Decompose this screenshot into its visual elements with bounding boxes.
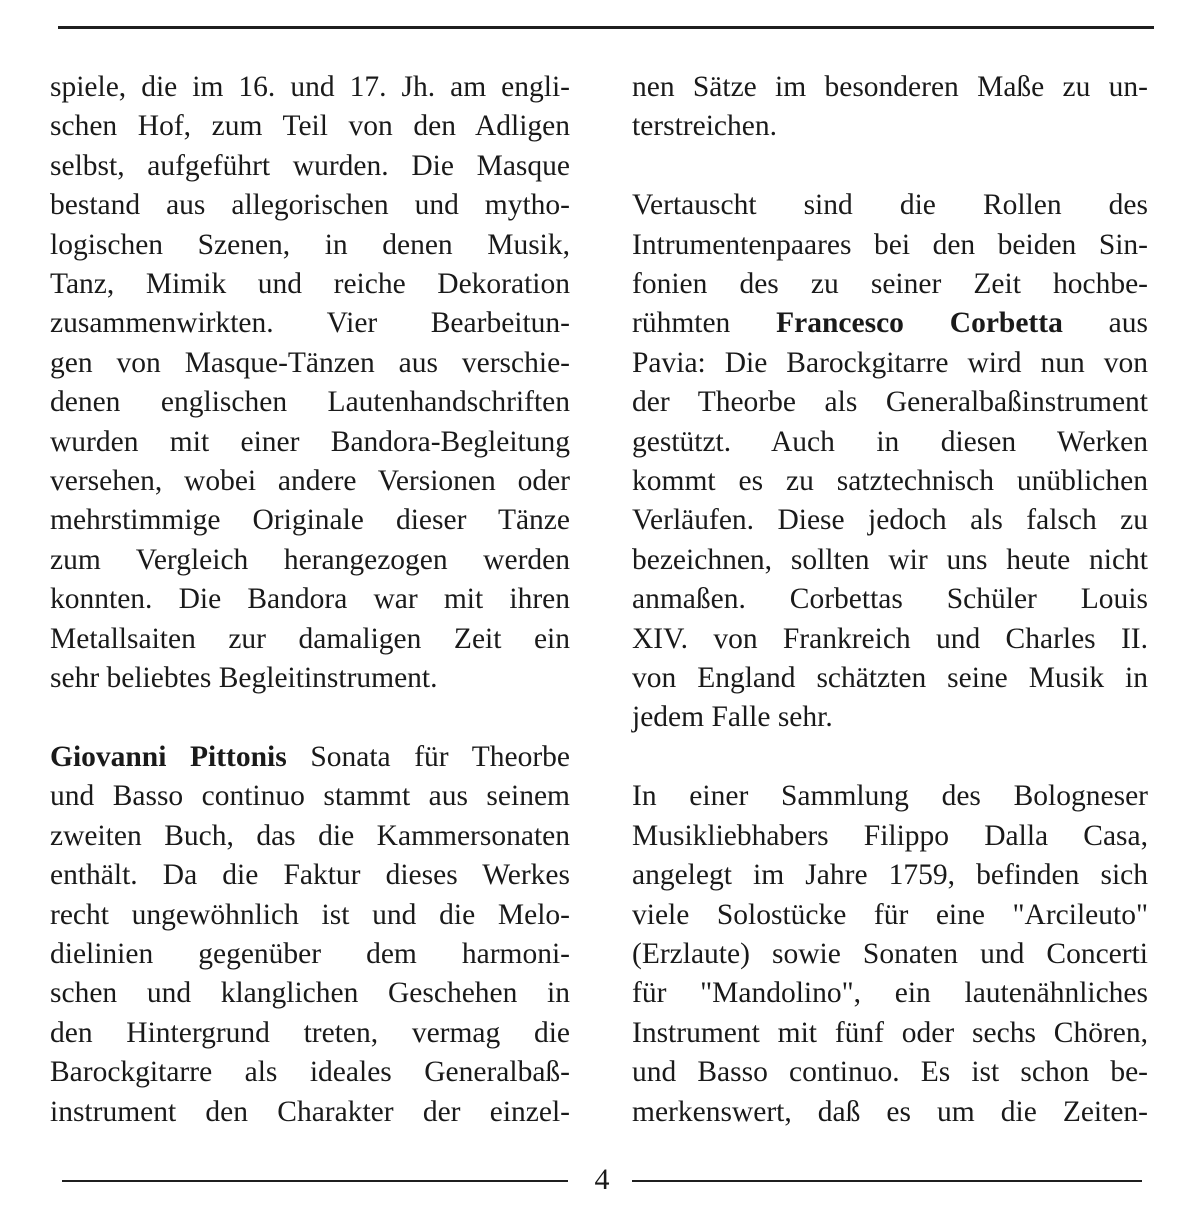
paragraph-corbetta — [632, 186, 1148, 738]
page-footer — [0, 1160, 1198, 1200]
text-line: Intrumentenpaares bei den beiden Sin- — [632, 228, 1148, 261]
text-line: Metallsaiten zur damaligen Zeit ein — [50, 622, 570, 655]
text-line: In einer Sammlung des Bologneser — [632, 780, 1148, 813]
text-line: terstreichen. — [632, 110, 777, 143]
text-line: Vertauscht sind die Rollen des — [632, 189, 1148, 222]
text-line: Tanz, Mimik und reiche Dekoration — [50, 268, 570, 301]
text-line: jedem Falle sehr. — [632, 701, 833, 734]
text-line: spiele, die im 16. und 17. Jh. am engli- — [50, 71, 570, 103]
text-line: logischen Szenen, in denen Musik, — [50, 228, 570, 261]
text-line: (Erzlaute) sowie Sonaten und Concerti — [632, 937, 1148, 970]
paragraph-continuation — [632, 68, 1148, 147]
text-line: recht ungewöhnlich ist und die Melo- — [50, 898, 570, 931]
text-line: zum Vergleich herangezogen werden — [50, 543, 570, 576]
text-line: bezeichnen, sollten wir uns heute nicht — [632, 543, 1148, 576]
footer-rule-left — [62, 1180, 568, 1182]
paragraph-pittoni — [50, 738, 570, 1132]
text-line: versehen, wobei andere Versionen oder — [50, 465, 570, 498]
text-line: dielinien gegenüber dem harmoni- — [50, 937, 570, 970]
text-line: Barockgitarre als ideales Generalbaß- — [50, 1056, 570, 1089]
text-line: von England schätzten seine Musik in — [632, 662, 1148, 695]
text-line: gestützt. Auch in diesen Werken — [632, 425, 1148, 458]
text-line: XIV. von Frankreich und Charles II. — [632, 622, 1148, 655]
text-line: rühmten Francesco Corbetta aus — [632, 307, 1148, 340]
text-line: bestand aus allegorischen und mytho- — [50, 189, 570, 222]
text-line: Musikliebhabers Filippo Dalla Casa, — [632, 819, 1148, 852]
right-column — [632, 68, 1148, 1171]
text-line: merkenswert, daß es um die Zeiten- — [632, 1095, 1148, 1128]
text-line: schen und klanglichen Geschehen in — [50, 977, 570, 1010]
text-line: konnten. Die Bandora war mit ihren — [50, 583, 570, 616]
text-line: enthält. Da die Faktur dieses Werkes — [50, 859, 570, 892]
text-line: gen von Masque-Tänzen aus verschie- — [50, 346, 570, 379]
text-line: viele Solostücke für eine "Arcileuto" — [632, 898, 1148, 931]
composer-name-corbetta: Francesco Corbetta — [776, 307, 1063, 340]
page-number: 4 — [594, 1163, 610, 1196]
paragraph-masque — [50, 68, 570, 699]
text-line: sehr beliebtes Begleitinstrument. — [50, 662, 438, 695]
text-line: zweiten Buch, das die Kammersonaten — [50, 819, 570, 852]
text-line: Pavia: Die Barockgitarre wird nun von — [632, 346, 1148, 379]
left-column — [50, 68, 570, 1171]
text-line: kommt es zu satztechnisch unüblichen — [632, 465, 1148, 498]
text-line: denen englischen Lautenhandschriften — [50, 386, 570, 419]
text-line: schen Hof, zum Teil von den Adligen — [50, 110, 570, 143]
text-line: der Theorbe als Generalbaßinstrument — [632, 386, 1148, 419]
text-line: Giovanni Pittonis Sonata für Theorbe — [50, 740, 570, 773]
text-line: selbst, aufgeführt wurden. Die Masque — [50, 149, 570, 182]
text-line: wurden mit einer Bandora-Begleitung — [50, 425, 570, 458]
text-line: zusammenwirkten. Vier Bearbeitun- — [50, 307, 570, 340]
paragraph-dalla-casa — [632, 777, 1148, 1132]
text-line: fonien des zu seiner Zeit hochbe- — [632, 268, 1148, 301]
text-line: mehrstimmige Originale dieser Tänze — [50, 504, 570, 537]
text-line: den Hintergrund treten, vermag die — [50, 1016, 570, 1049]
text-line: anmaßen. Corbettas Schüler Louis — [632, 583, 1148, 616]
text-line: instrument den Charakter der einzel- — [50, 1095, 570, 1128]
composer-name-pittoni: Giovanni Pittonis — [50, 740, 287, 773]
text-line: nen Sätze im besonderen Maße zu un- — [632, 71, 1148, 103]
top-rule — [58, 26, 1154, 29]
text-line: für "Mandolino", ein lautenähnliches — [632, 977, 1148, 1010]
text-line: Instrument mit fünf oder sechs Chören, — [632, 1016, 1148, 1049]
text-line: angelegt im Jahre 1759, befinden sich — [632, 859, 1148, 892]
footer-rule-right — [632, 1180, 1142, 1182]
text-line: und Basso continuo. Es ist schon be- — [632, 1056, 1148, 1089]
text-line: und Basso continuo stammt aus seinem — [50, 780, 570, 813]
text-line: Verläufen. Diese jedoch als falsch zu — [632, 504, 1148, 537]
